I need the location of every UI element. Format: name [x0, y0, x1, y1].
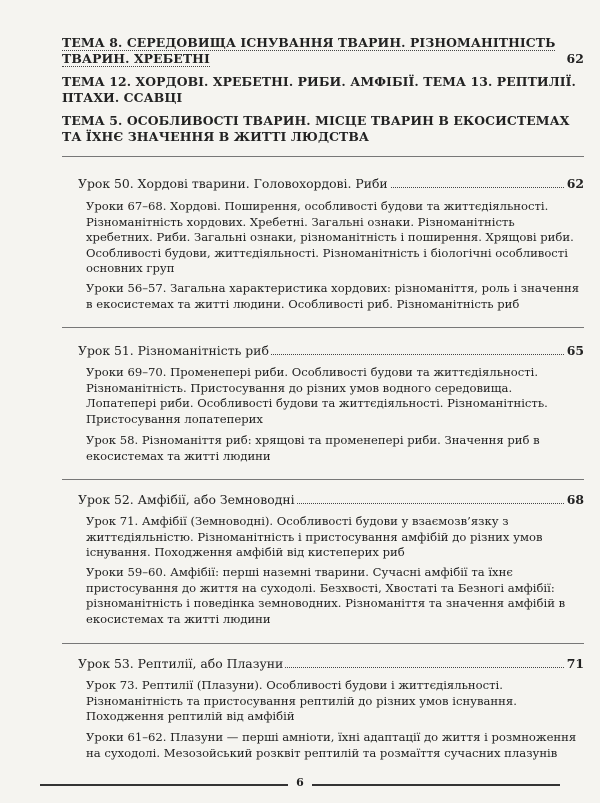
divider — [62, 327, 584, 328]
lesson-page-number: 62 — [564, 176, 584, 192]
lesson-item: Урок 71. Амфібії (Земноводні). Особливості будови у взаємозв’язку з життєдіяльністю. Різноманітність і пристосування амфібій до різних умов існування. Походження амфібій від кистеперих риб — [86, 514, 543, 560]
theme-entry — [62, 74, 584, 106]
page-number: 6 — [288, 776, 312, 789]
lesson-title: Урок 51. Різноманітність риб — [78, 343, 269, 358]
theme-entry — [62, 113, 584, 145]
lesson-page-number: 65 — [564, 343, 584, 359]
lesson-title: Урок 50. Хордові тварини. Головохордові. Риби — [78, 176, 388, 191]
lesson-item: Урок 73. Рептилії (Плазуни). Особливості будови і життєдіяльності. Різноманітність та пристосування рептилій до різних умов існування. Походження рептилій від амфібій — [86, 678, 517, 724]
lesson-heading — [78, 176, 584, 192]
theme-title: ТЕМА 8. СЕРЕДОВИЩА ІСНУВАННЯ ТВАРИН. РІЗНОМАНІТНІСТЬ ТВАРИН. ХРЕБЕТНІ — [62, 35, 556, 66]
lesson-page-number: 71 — [564, 656, 584, 672]
divider — [62, 643, 584, 644]
lesson-item: Уроки 56–57. Загальна характеристика хордових: різноманіття, роль і значення в екосистемах та житті людини. Особливості риб. Різноманітність риб — [86, 281, 580, 311]
theme-page-number: 62 — [566, 51, 584, 66]
lesson-title: Урок 53. Рептилії, або Плазуни — [78, 656, 284, 671]
lesson-item: Уроки 61–62. Плазуни — перші амніоти, їхні адаптації до життя і розмноження на суходолі. Мезозойський розквіт рептилій та розмаїття сучасних плазунів — [86, 730, 577, 760]
lesson-item: Уроки 67–68. Хордові. Поширення, особливості будови та життєдіяльності. Різноманітність хордових. Хребетні. Загальні ознаки. Різноманітність хребетних. Риби. Загальні ознаки, різноманітність і поширення. Хрящові риби. Особливості будови, життєдіяльності. Різноманітність і біологічні особливості основних груп — [86, 199, 574, 276]
lesson-heading — [78, 656, 584, 672]
lesson-item: Урок 58. Різноманіття риб: хрящові та променепері риби. Значення риб в екосистемах та житті людини — [86, 433, 540, 463]
lesson-title: Урок 52. Амфібії, або Земноводні — [78, 492, 295, 507]
divider — [62, 479, 584, 480]
lesson-item: Уроки 59–60. Амфібії: перші наземні тварини. Сучасні амфібії та їхнє пристосування до життя на суходолі. Безхвості, Хвостаті та Безногі амфібії: різноманітність і поведінка земноводних. Різноманіття та значення амфібій в екосистемах та житті людини — [86, 565, 566, 626]
lesson-heading — [78, 492, 584, 508]
lesson-page-number: 68 — [564, 492, 584, 508]
lesson-heading — [78, 343, 584, 359]
theme-entry — [62, 35, 584, 67]
lesson-item: Уроки 69–70. Променепері риби. Особливості будови та життєдіяльності. Різноманітність. Пристосування до різних умов водного середовища. Лопатепері риби. Особливості будови та життєдіяльності. Різноманітність. Пристосування лопатеперих — [86, 365, 548, 426]
divider — [62, 156, 584, 157]
page-number-footer — [0, 776, 600, 789]
theme-title: ТЕМА 5. ОСОБЛИВОСТІ ТВАРИН. МІСЦЕ ТВАРИН В ЕКОСИСТЕМАХ ТА ЇХНЄ ЗНАЧЕННЯ В ЖИТТІ ЛЮДСТВА — [62, 113, 570, 144]
theme-title: ТЕМА 12. ХОРДОВІ. ХРЕБЕТНІ. РИБИ. АМФІБІЇ. ТЕМА 13. РЕПТИЛІЇ. ПТАХИ. ССАВЦІ — [62, 74, 576, 105]
